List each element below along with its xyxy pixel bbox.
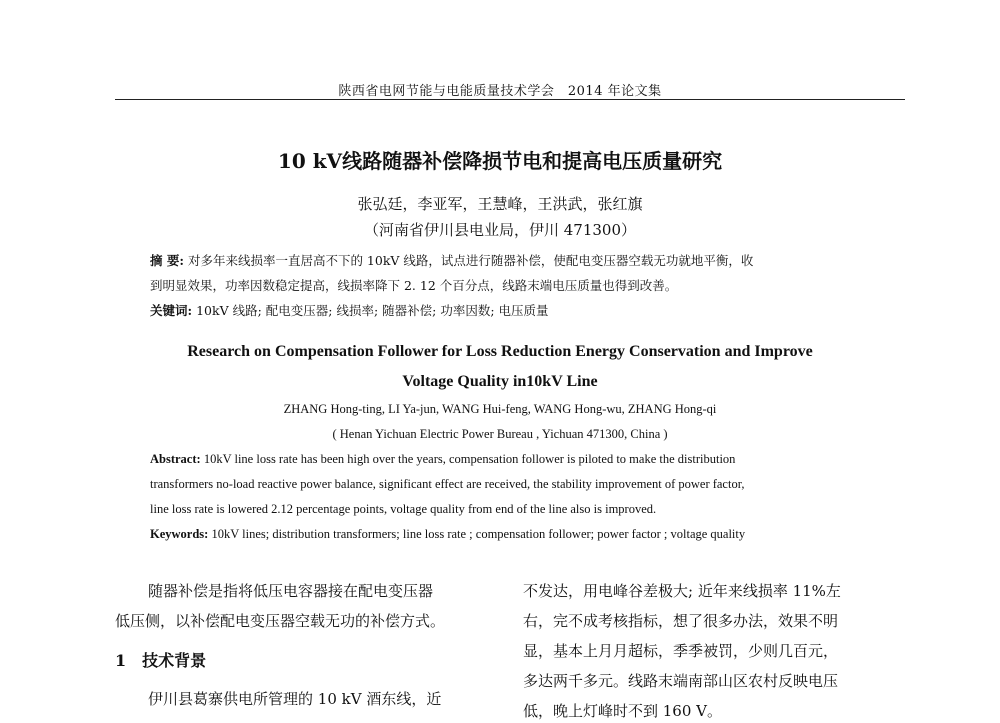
affiliation-cn: （河南省伊川县电业局，伊川 471300） (363, 221, 637, 239)
keywords-en-label: Keywords: (150, 527, 209, 541)
running-header: 陕西省电网节能与电能质量技术学会 2014 年论文集 (338, 84, 662, 99)
keywords-en-text: 10kV lines; distribution transformers; line loss rate ; compensation follower; power factor ; voltage quality (211, 527, 746, 541)
paper-title-en-line-1: Research on Compensation Follower for Loss Reduction Energy Conservation and Improve (187, 343, 813, 360)
header-rule (115, 99, 905, 100)
keywords-en (150, 527, 890, 542)
body-right-line-1: 不发达，用电峰谷差极大; 近年来线损率 11%左 (523, 582, 841, 600)
abstract-cn-line-1 (150, 251, 885, 269)
authors-cn: 张弘廷，李亚军，王慧峰，王洪武，张红旗 (357, 195, 643, 213)
abstract-en-line-1 (150, 452, 890, 467)
authors-en: ZHANG Hong-ting, LI Ya-jun, WANG Hui-feng, WANG Hong-wu, ZHANG Hong-qi (283, 402, 717, 416)
abstract-en-label: Abstract: (150, 452, 201, 466)
body-right-line-2: 右，完不成考核指标，想了很多办法，效果不明 (523, 612, 839, 630)
abstract-en-text-1: 10kV line loss rate has been high over the years, compensation follower is piloted to make the distribution (203, 452, 736, 466)
keywords-cn-label: 关键词: (150, 303, 193, 318)
body-left-para2-line-1: 伊川县葛寨供电所管理的 10 kV 酒东线，近 (148, 690, 442, 708)
abstract-cn-label: 摘 要: (150, 253, 184, 268)
keywords-cn-text: 10kV 线路; 配电变压器; 线损率; 随器补偿; 功率因数; 电压质量 (196, 303, 549, 318)
affiliation-en: ( Henan Yichuan Electric Power Bureau , Yichuan 471300, China ) (332, 427, 668, 441)
body-left-para1-line-1: 随器补偿是指将低压电容器接在配电变压器 (148, 582, 434, 600)
body-left-para1-line-2: 低压侧，以补偿配电变压器空载无功的补偿方式。 (115, 612, 446, 630)
body-right-line-4: 多达两千多元。线路末端南部山区农村反映电压 (523, 672, 839, 690)
abstract-cn-text-1: 对多年来线损率一直居高不下的 10kV 线路，试点进行随器补偿，使配电变压器空载无功就地平衡，收 (187, 253, 754, 268)
paper-title-en-line-2: Voltage Quality in10kV Line (402, 373, 598, 390)
body-right-line-3: 显，基本上月月超标，季季被罚，少则几百元， (523, 642, 839, 660)
body-right-line-5: 低，晚上灯峰时不到 160 V。 (523, 702, 723, 720)
keywords-cn (150, 301, 885, 319)
abstract-cn-line-2: 到明显效果，功率因数稳定提高，线损率降下 2. 12 个百分点，线路末端电压质量也得到改善。 (150, 278, 678, 293)
section-1-heading: 1 技术背景 (115, 651, 207, 670)
paper-title-cn: 10 kV线路随器补偿降损节电和提高电压质量研究 (277, 149, 723, 173)
abstract-en-line-2: transformers no-load reactive power balance, significant effect are received, the stability improvement of power factor, (150, 477, 745, 491)
abstract-en-line-3: line loss rate is lowered 2.12 percentage points, voltage quality from end of the line also is improved. (150, 502, 657, 516)
